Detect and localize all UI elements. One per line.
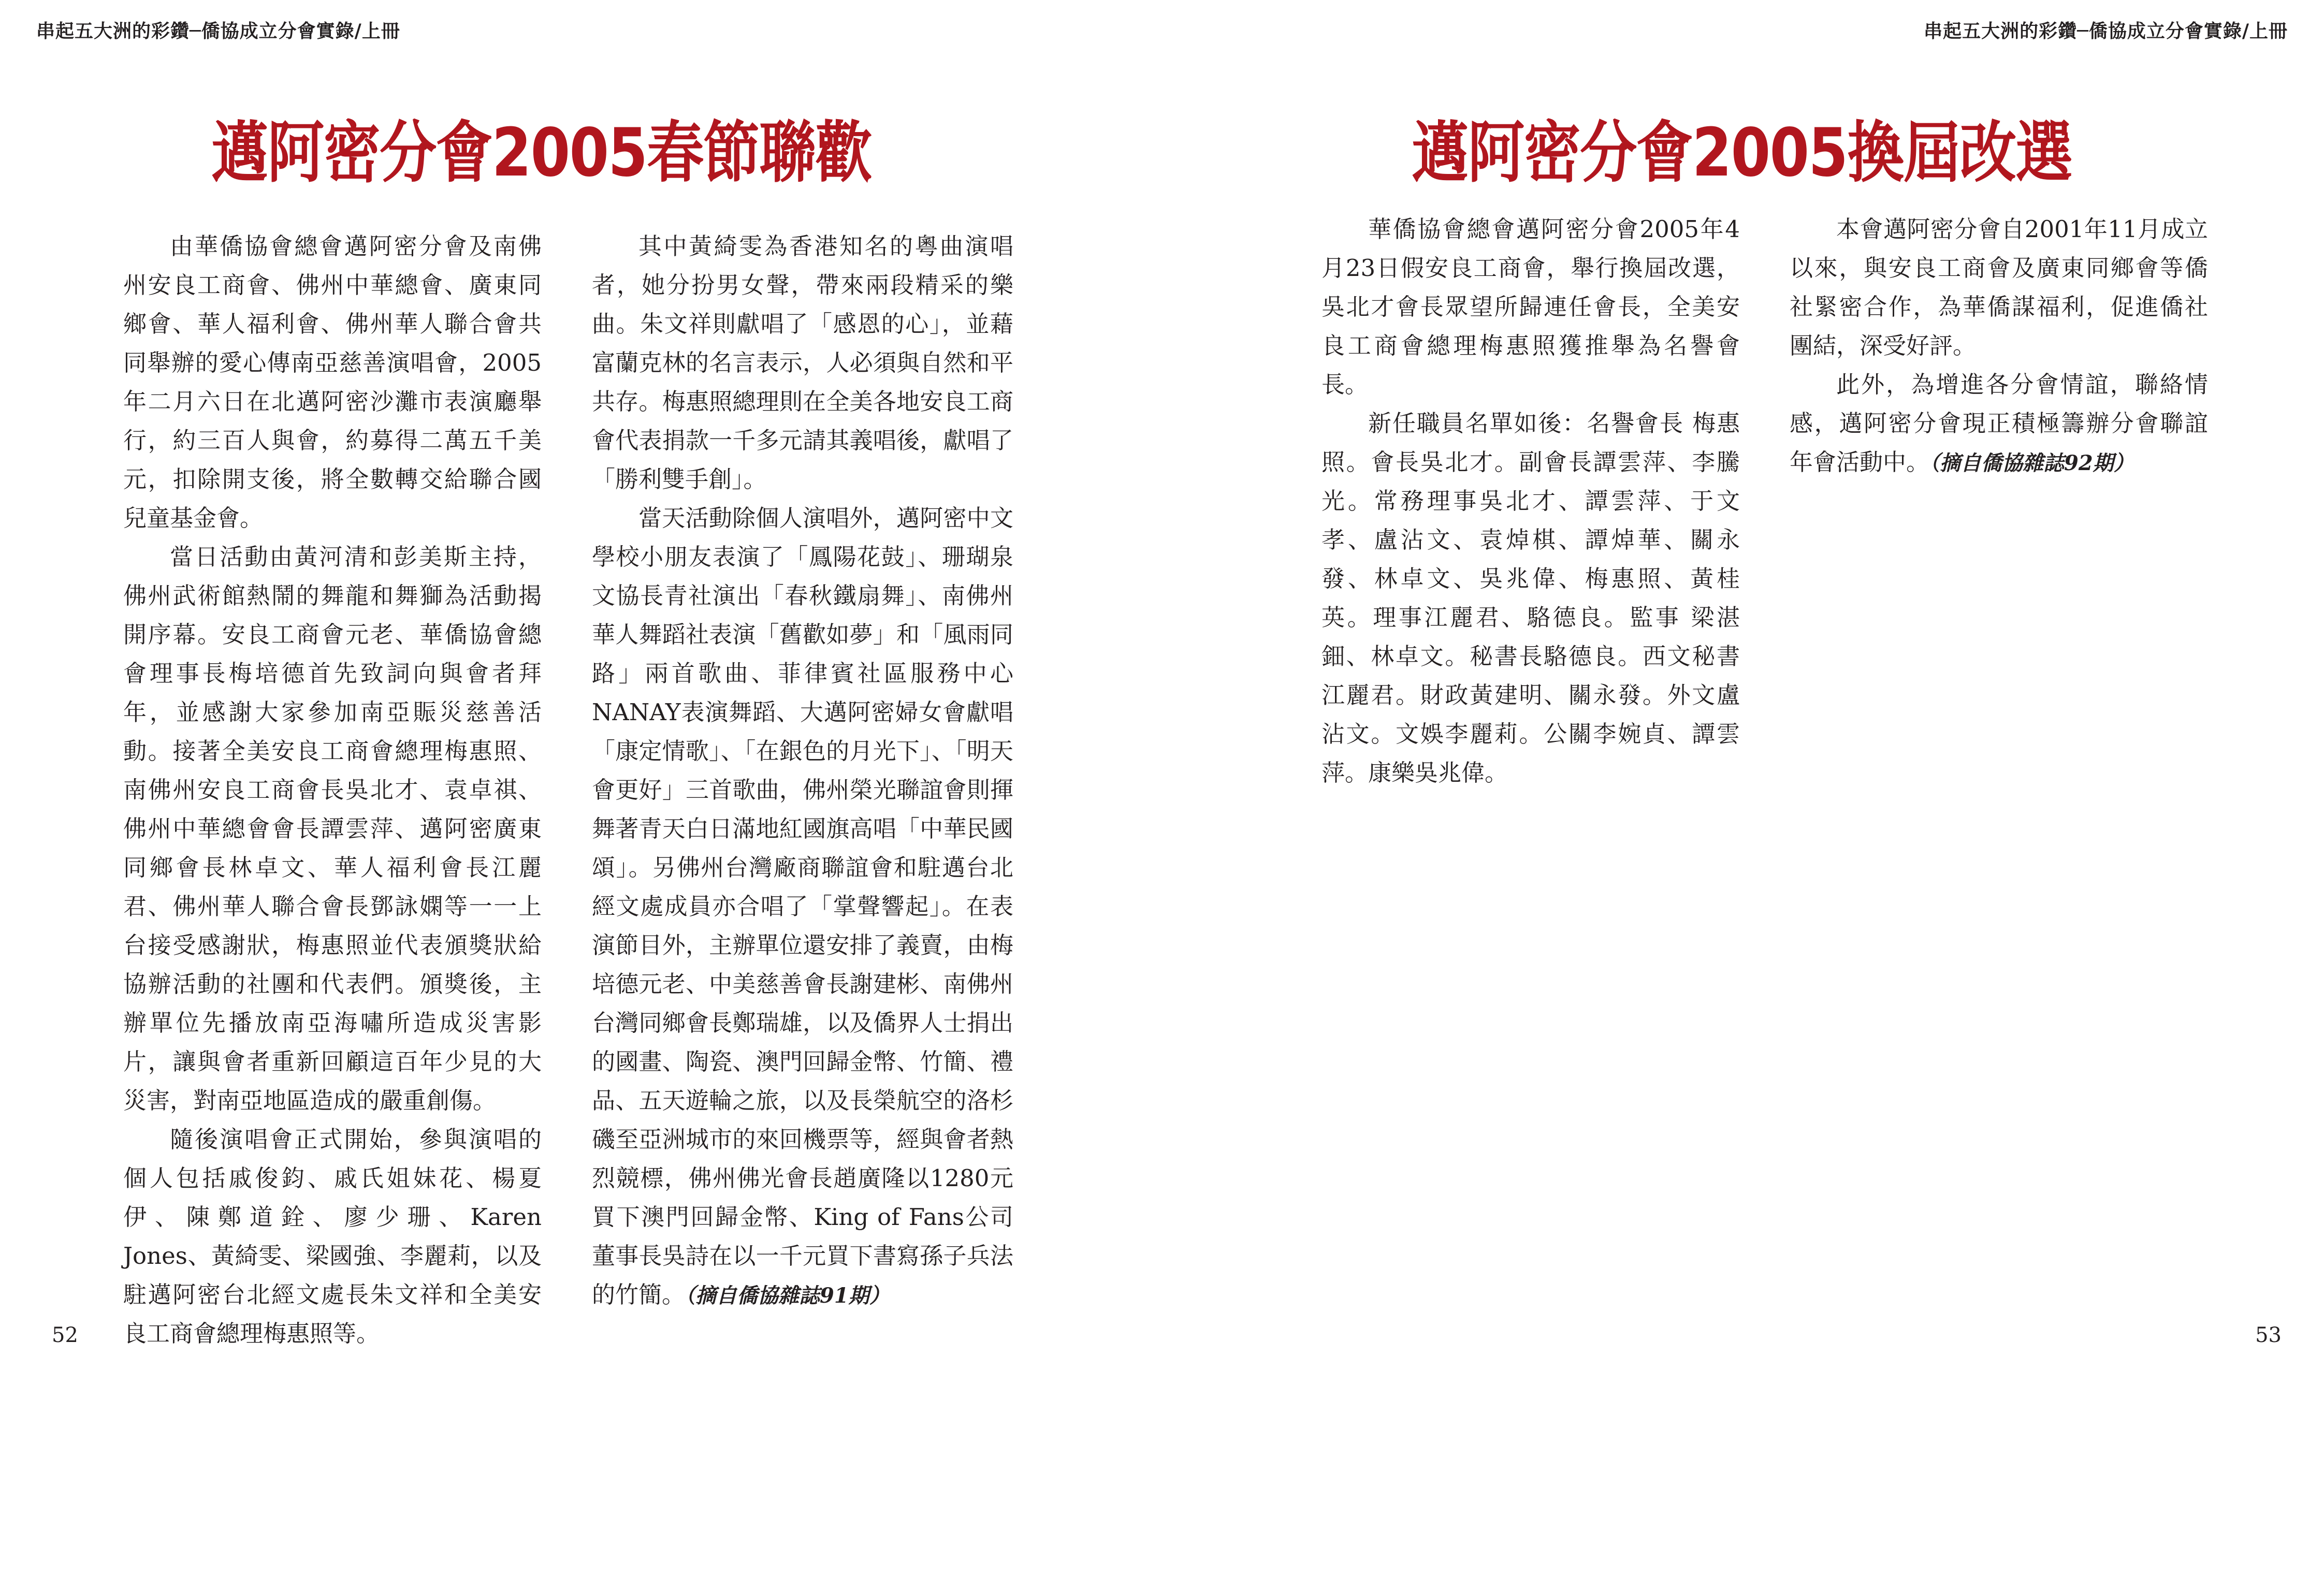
left-article-column-1 [123, 227, 542, 1353]
paragraph-text: 當天活動除個人演唱外，邁阿密中文學校小朋友表演了「鳳陽花鼓」、珊瑚泉文協長青社演出「春秋鐵扇舞」、南佛州華人舞蹈社表演「舊歡如夢」和「風雨同路」兩首歌曲、菲律賓社區服務中心 NANAY表演舞蹈、大邁阿密婦女會獻唱「康定情歌」、「在銀色的月光下」、「明天會更好」三首歌曲，佛州榮光聯誼會則揮舞著青天白日滿地紅國旗高唱「中華民國頌」。另佛州台灣廠商聯誼會和駐邁台北經文處成員亦合唱了「掌聲響起」。在表演節目外，主辦單位還安排了義賣，由梅培德元老、中美慈善會長謝建彬、南佛州台灣同鄉會長鄭瑞雄，以及僑界人士捐出的國畫、陶瓷、澳門回歸金幣、竹簡、禮品、五天遊輪之旅，以及長榮航空的洛杉磯至亞洲城市的來回機票等，經與會者熱烈競標，佛州佛光會長趙廣隆以1280元買下澳門回歸金幣、King of Fans公司董事長吳詩在以一千元買下書寫孫子兵法的竹簡。 [592, 504, 1013, 1308]
left-page-title: 邁阿密分會2005春節聯歡 [211, 114, 872, 192]
right-article-column-1 [1321, 210, 1740, 792]
paragraph: 隨後演唱會正式開始，參與演唱的個人包括戚俊鈞、戚氏姐妹花、楊夏伊、陳鄭道銓、廖少珊、Karen Jones、黃綺雯、梁國強、李麗莉，以及駐邁阿密台北經文處長朱文祥和全美安良工商會總理梅惠照等。 [123, 1126, 542, 1347]
paragraph: 當日活動由黃河清和彭美斯主持，佛州武術館熱鬧的舞龍和舞獅為活動揭開序幕。安良工商會元老、華僑協會總會理事長梅培德首先致詞向與會者拜年，並感謝大家參加南亞賑災慈善活動。接著全美安良工商會總理梅惠照、南佛州安良工商會長吳北才、袁卓祺、佛州中華總會會長譚雲萍、邁阿密廣東同鄉會長林卓文、華人福利會長江麗君、佛州華人聯合會長鄧詠嫻等一一上台接受感謝狀，梅惠照並代表頒獎狀給協辦活動的社團和代表們。頒獎後，主辦單位先播放南亞海嘯所造成災害影片，讓與會者重新回顧這百年少見的大災害，對南亞地區造成的嚴重創傷。 [123, 543, 542, 1114]
paragraph [1790, 365, 2208, 483]
paragraph-text: 此外，為增進各分會情誼，聯絡情感，邁阿密分會現正積極籌辦分會聯誼年會活動中。 [1790, 371, 2208, 476]
right-page-title: 邁阿密分會2005換屆改選 [1412, 114, 2072, 192]
paragraph: 其中黃綺雯為香港知名的粵曲演唱者，她分扮男女聲，帶來兩段精采的樂曲。朱文祥則獻唱了「感恩的心」，並藉富蘭克林的名言表示，人必須與自然和平共存。梅惠照總理則在全美各地安良工商會代表捐款一千多元請其義唱後，獻唱了「勝利雙手創」。 [592, 232, 1013, 493]
running-header-left: 串起五大洲的彩鑽─僑協成立分會實錄/上冊 [36, 20, 400, 42]
source-credit: （摘自僑協雜誌91期） [685, 1283, 890, 1308]
paragraph: 由華僑協會總會邁阿密分會及南佛州安良工商會、佛州中華總會、廣東同鄉會、華人福利會、佛州華人聯合會共同舉辦的愛心傳南亞慈善演唱會，2005年二月六日在北邁阿密沙灘市表演廳舉行，約三百人與會，約募得二萬五千美元，扣除開支後，將全數轉交給聯合國兒童基金會。 [123, 232, 542, 532]
source-credit: （摘自僑協雜誌92期） [1929, 451, 2134, 475]
right-page [1162, 0, 2324, 1590]
running-header-right: 串起五大洲的彩鑽─僑協成立分會實錄/上冊 [1924, 20, 2288, 42]
paragraph [592, 499, 1013, 1315]
paragraph: 本會邁阿密分會自2001年11月成立以來，與安良工商會及廣東同鄉會等僑社緊密合作，為華僑謀福利，促進僑社團結，深受好評。 [1790, 215, 2208, 359]
left-article-column-2 [592, 227, 1013, 1315]
paragraph: 新任職員名單如後：名譽會長 梅惠照。會長吳北才。副會長譚雲萍、李騰光。常務理事吳北才、譚雲萍、于文孝、盧沾文、袁焯棋、譚焯華、關永發、林卓文、吳兆偉、梅惠照、黃桂英。理事江麗君、駱德良。監事 梁湛鈿、林卓文。秘書長駱德良。西文秘書江麗君。財政黃建明、關永發。外文盧沾文。文娛李麗莉。公關李婉貞、譚雲萍。康樂吳兆偉。 [1321, 410, 1740, 786]
page-number-left: 52 [52, 1323, 78, 1347]
paragraph: 華僑協會總會邁阿密分會2005年4月23日假安良工商會，舉行換屆改選，吳北才會長眾望所歸連任會長，全美安良工商會總理梅惠照獲推舉為名譽會長。 [1321, 215, 1740, 398]
right-article-column-2 [1790, 210, 2208, 483]
page-number-right: 53 [2255, 1323, 2282, 1347]
